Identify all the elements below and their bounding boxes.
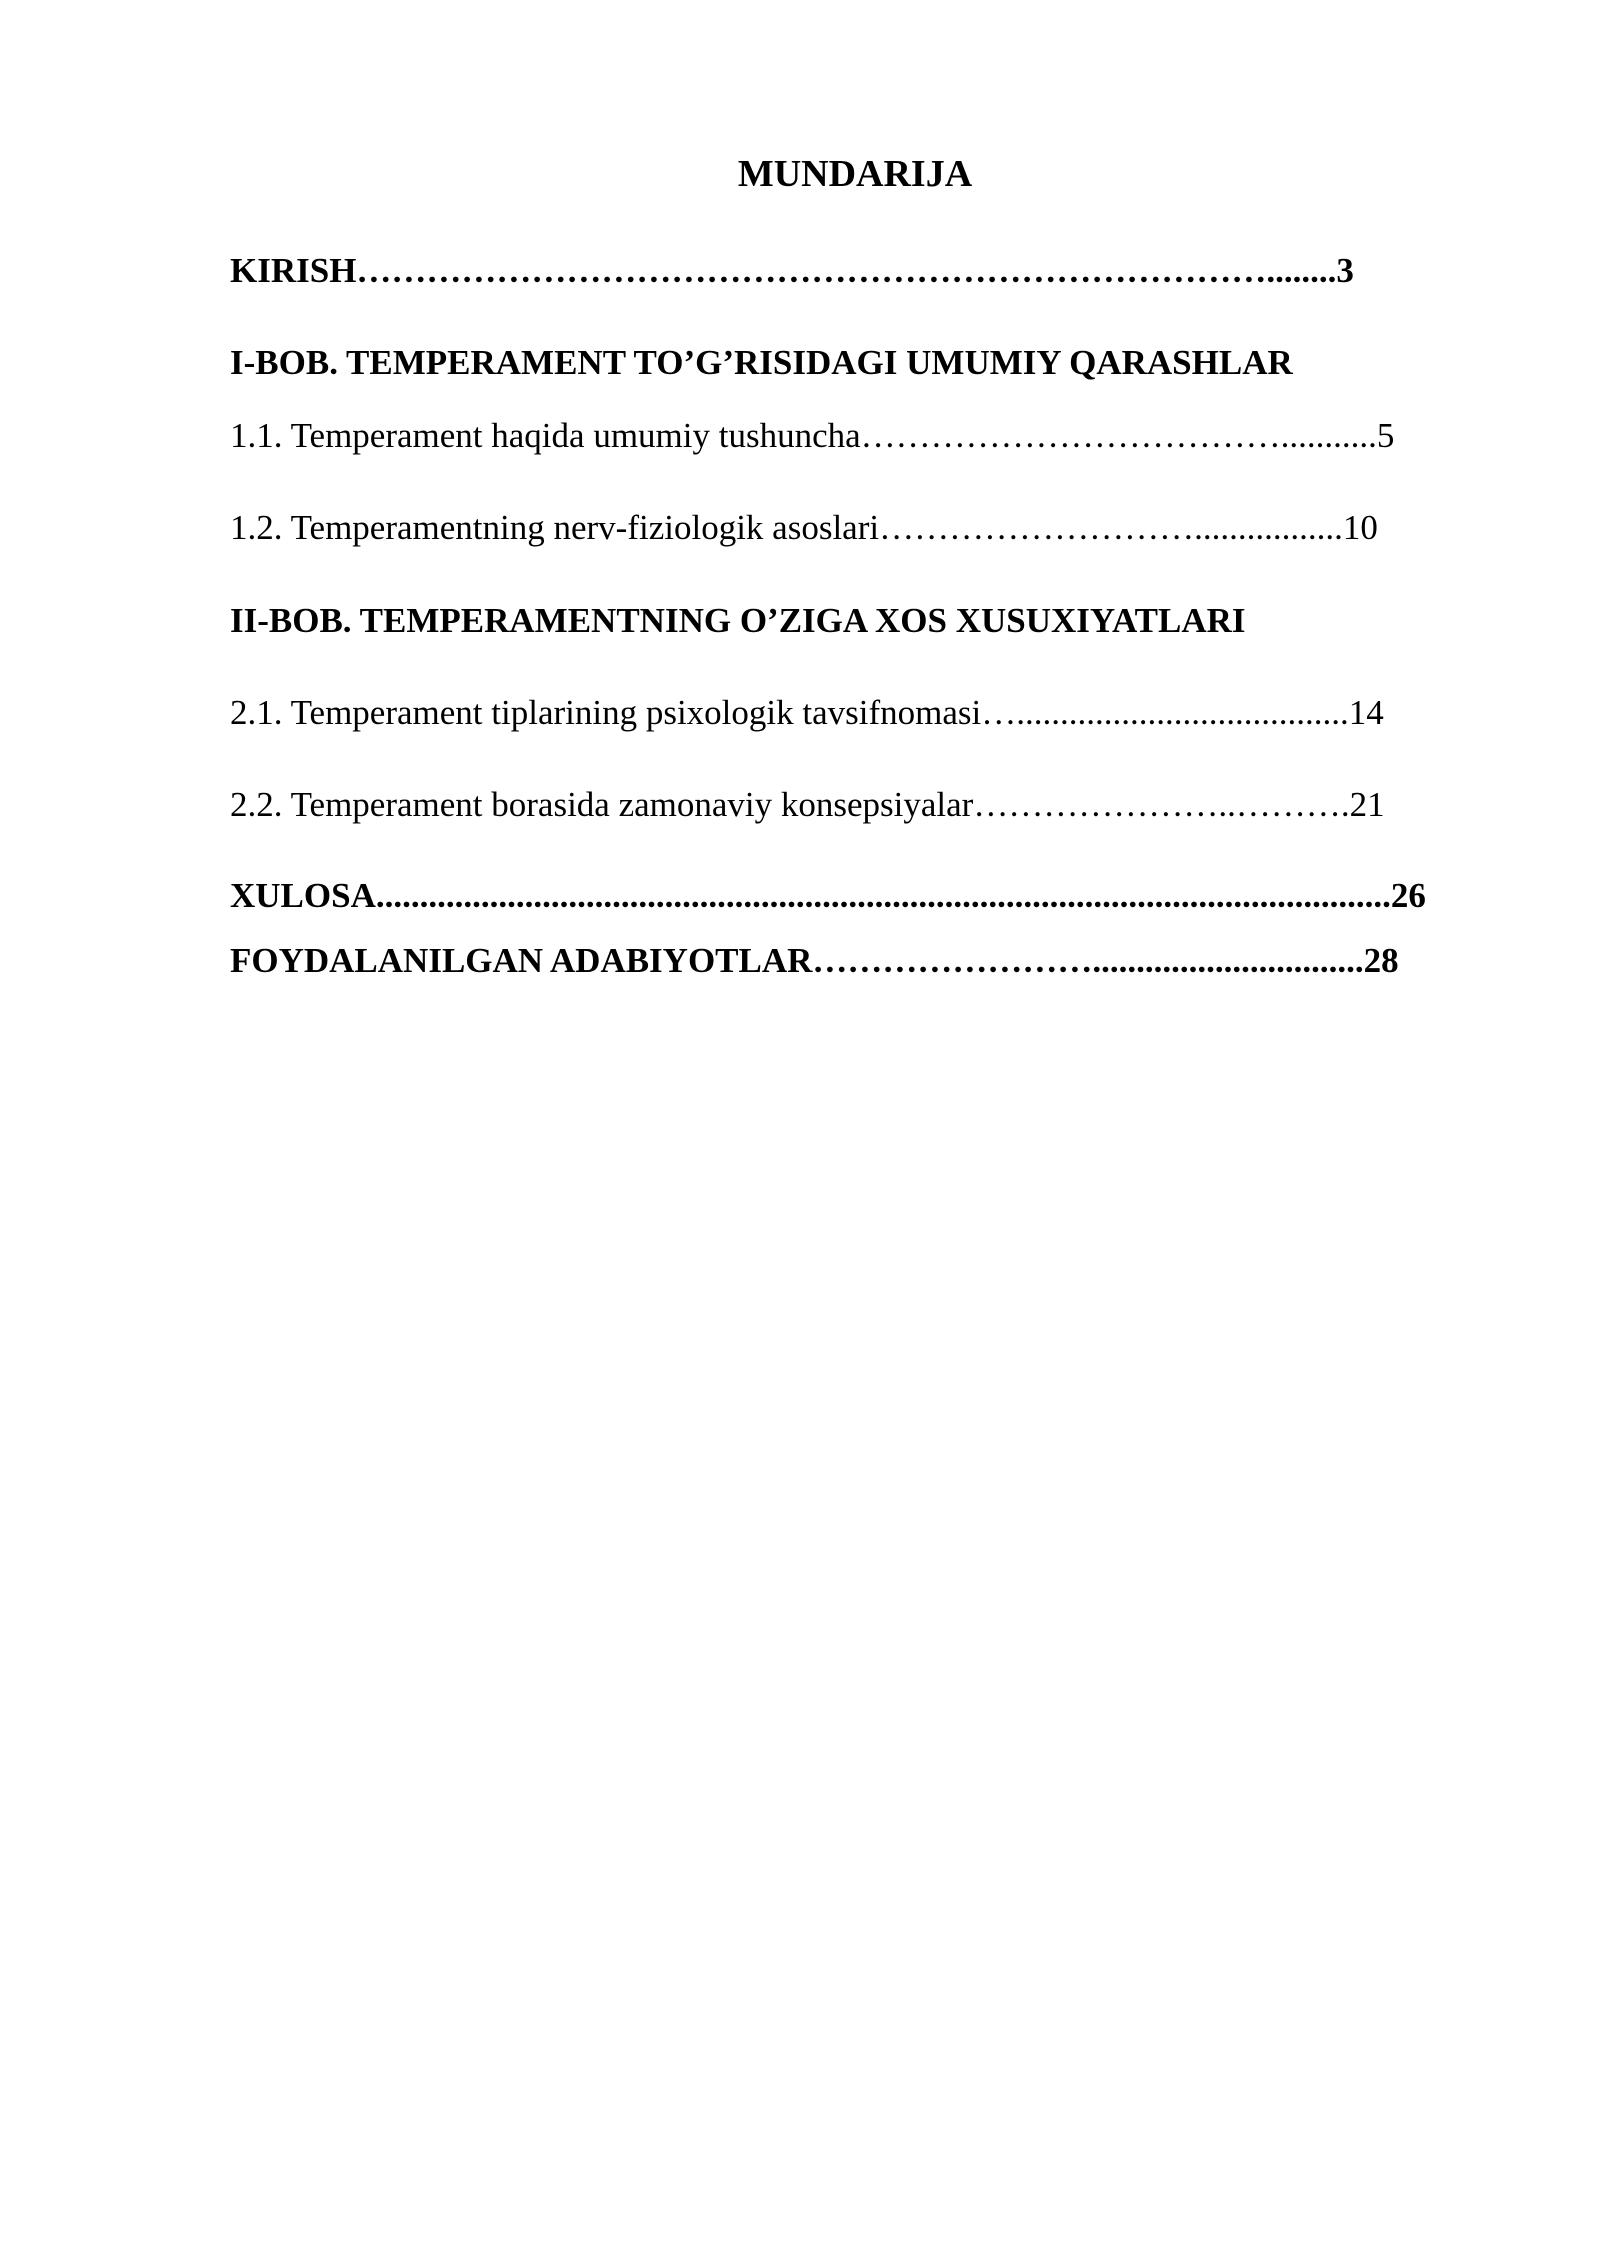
toc-chapter-2-heading: II-BOB. TEMPERAMENTNING O’ZIGA XOS XUSUXIYATLARI: [230, 601, 1246, 640]
toc-chapter-1-heading: I-BOB. TEMPERAMENT TO’G’RISIDAGI UMUMIY QARASHLAR: [230, 343, 1293, 382]
toc-entry-kirish: KIRISH……………………………………………………………………........3: [230, 251, 1354, 290]
toc-entry-2-1: 2.1. Temperament tiplarining psixologik tavsifnomasi…......................................14: [230, 693, 1384, 732]
toc-entry-2-2: 2.2. Temperament borasida zamonaviy konsepsiyalar…………………..……….21: [230, 785, 1385, 824]
page-title: MUNDARIJA: [737, 153, 973, 195]
toc-entry-adabiyotlar: FOYDALANILGAN ADABIYOTLAR……………………...............................28: [230, 941, 1399, 980]
toc-entry-xulosa: XULOSA....................................................................................................................26: [230, 876, 1426, 915]
toc-entry-1-2: 1.2. Temperamentning nerv-fiziologik asoslari……………………….................10: [230, 508, 1378, 547]
toc-entry-1-1: 1.1. Temperament haqida umumiy tushuncha………………………………...........5: [230, 416, 1395, 455]
